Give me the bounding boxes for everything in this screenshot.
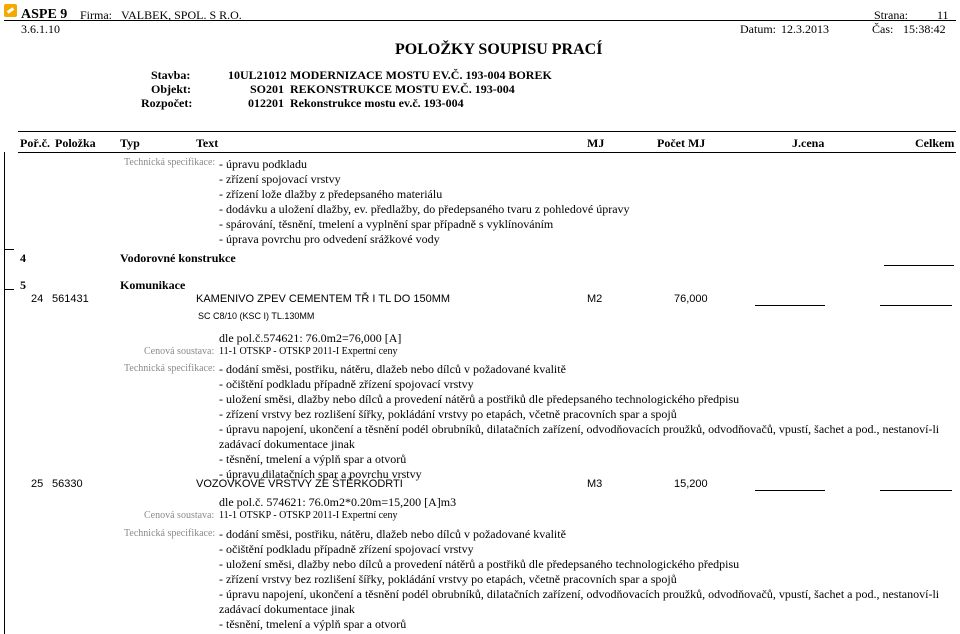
firma-label: Firma: <box>80 8 112 22</box>
tech-spec-label: Technická specifikace: <box>124 157 216 168</box>
item-vymera: dle pol.č.574621: 76.0m2=76,000 [A] <box>219 331 402 345</box>
spec-line: - zřízení vrstvy bez rozlišení šířky, pokládání vrstvy po etapách, včetně pracovních spar a spojů <box>219 407 677 421</box>
spec-line: - úprava povrchu pro odvedení srážkové vody <box>219 232 440 246</box>
spec-line: - zřízení spojovací vrstvy <box>219 172 341 186</box>
app-name: ASPE 9 <box>21 7 68 22</box>
total-price-line <box>880 490 952 491</box>
strana-value: 11 <box>937 8 949 22</box>
spec-line: - úpravu napojení, ukončení a těsnění podél obrubníků, dilatačních zařízení, odvodňovacích proužků, odvodňovačů, vpustí, šachet a pod., nestanoví-li <box>219 422 940 436</box>
header-rule <box>4 20 956 21</box>
item-code: 561431 <box>52 293 89 305</box>
group4-number: 4 <box>20 251 26 265</box>
group5-number: 5 <box>20 278 26 292</box>
group4-total-line <box>884 265 954 266</box>
spec-line: - úpravu dilatačních spar a povrchu vrstvy <box>219 467 422 481</box>
col-jcena: J.cena <box>792 136 825 150</box>
stavba-name: MODERNIZACE MOSTU EV.Č. 193-004 BOREK <box>290 68 552 82</box>
spec-line: - úpravu podkladu <box>219 157 307 171</box>
col-polozka: Položka <box>55 136 96 150</box>
unit-price-line <box>755 490 825 491</box>
datum-label: Datum: <box>740 22 776 36</box>
item-text: KAMENIVO ZPEV CEMENTEM TŘ I TL DO 150MM <box>196 293 451 305</box>
cenova-value: 11-1 OTSKP - OTSKP 2011-I Expertní ceny <box>219 346 398 357</box>
spec-line: - dodání směsi, postřiku, nátěru, dlažeb nebo dílců v požadované kvalitě <box>219 527 566 541</box>
unit-price-line <box>755 305 825 306</box>
tech-spec-top <box>219 157 630 247</box>
col-celkem: Celkem <box>915 136 955 150</box>
group4-name: Vodorovné konstrukce <box>120 251 236 265</box>
tech-spec <box>219 362 939 482</box>
spec-line: - těsnění, tmelení a výplň spar a otvorů <box>219 452 407 466</box>
left-border <box>4 152 5 634</box>
rozpocet-code: 012201 <box>248 96 284 110</box>
objekt-name: REKONSTRUKCE MOSTU EV.Č. 193-004 <box>290 82 515 96</box>
item-qty: 15,200 <box>674 478 708 490</box>
item-subtext: SC C8/10 (KSC I) TL.130MM <box>198 311 315 321</box>
col-pocet: Počet MJ <box>657 136 706 150</box>
spec-line: zadávací dokumentace jinak <box>219 437 355 451</box>
cenova-label: Cenová soustava: <box>144 346 215 357</box>
item-code: 56330 <box>52 478 83 490</box>
spec-line: - uložení směsi, dlažby nebo dílců a provedení nátěrů a postřiků dle předepsaného technologického předpisu <box>219 557 740 571</box>
stavba-code: 10UL21012 <box>228 68 287 82</box>
datum-value: 12.3.2013 <box>781 22 829 36</box>
spec-line: - zřízení lože dlažby z předepsaného materiálu <box>219 187 443 201</box>
spec-line: - úpravu napojení, ukončení a těsnění podél obrubníků, dilatačních zařízení, odvodňovacích proužků, odvodňovačů, vpustí, šachet a pod., nestanoví-li <box>219 587 940 601</box>
col-mj: MJ <box>587 136 605 150</box>
firma-value: VALBEK, SPOL. S R.O. <box>121 8 242 22</box>
item-qty: 76,000 <box>674 293 708 305</box>
rozpocet-label: Rozpočet: <box>141 96 193 110</box>
spec-line: - dodání směsi, postřiku, nátěru, dlažeb nebo dílců v požadované kvalitě <box>219 362 566 376</box>
spec-line: - těsnění, tmelení a výplň spar a otvorů <box>219 617 407 631</box>
col-text: Text <box>196 136 219 150</box>
spec-line: - dodávku a uložení dlažby, ev. předlažby, do předepsaného tvaru z pohledové úpravy <box>219 202 630 216</box>
cenova-value: 11-1 OTSKP - OTSKP 2011-I Expertní ceny <box>219 510 398 521</box>
cas-label: Čas: <box>872 22 894 36</box>
item-number: 25 <box>31 478 44 490</box>
page-title: POLOŽKY SOUPISU PRACÍ <box>395 41 603 58</box>
spec-line: zadávací dokumentace jinak <box>219 602 355 616</box>
spec-line: - spárování, těsnění, tmelení a vyplnění spar případně s vyklínováním <box>219 217 554 231</box>
col-porc: Poř.č. <box>20 136 50 150</box>
group5-tick <box>4 289 14 290</box>
item-mj: M3 <box>587 478 603 490</box>
spec-line: - očištění podkladu případně zřízení spojovací vrstvy <box>219 377 474 391</box>
item-vymera: dle pol.č. 574621: 76.0m2*0.20m=15,200 [A]m3 <box>219 495 457 509</box>
item-text: VOZOVKOVÉ VRSTVY ZE ŠTĚRKODRTI <box>196 478 403 490</box>
group4-tick <box>4 249 14 250</box>
spec-line: - zřízení vrstvy bez rozlišení šířky, pokládání vrstvy po etapách, včetně pracovních spar a spojů <box>219 572 677 586</box>
objekt-label: Objekt: <box>151 82 191 96</box>
tech-spec-label: Technická specifikace: <box>124 363 216 374</box>
cenova-label: Cenová soustava: <box>144 510 215 521</box>
columns-bottom-rule <box>18 152 956 153</box>
tech-spec-label: Technická specifikace: <box>124 528 216 539</box>
total-price-line <box>880 305 952 306</box>
columns-top-rule <box>18 131 956 132</box>
rozpocet-name: Rekonstrukce mostu ev.č. 193-004 <box>290 96 464 110</box>
spec-line: - uložení směsi, dlažby nebo dílců a provedení nátěrů a postřiků dle předepsaného technologického předpisu <box>219 392 740 406</box>
cas-value: 15:38:42 <box>903 22 946 36</box>
stavba-label: Stavba: <box>151 68 191 82</box>
objekt-code: SO201 <box>250 82 285 96</box>
aspe-logo-icon <box>4 4 17 17</box>
col-typ: Typ <box>120 136 140 150</box>
group5-name: Komunikace <box>120 278 186 292</box>
spec-line: - očištění podkladu případně zřízení spojovací vrstvy <box>219 542 474 556</box>
item-mj: M2 <box>587 293 603 305</box>
tech-spec <box>219 527 939 632</box>
strana-label: Strana: <box>874 8 908 22</box>
app-version: 3.6.1.10 <box>21 22 60 36</box>
item-number: 24 <box>31 293 44 305</box>
